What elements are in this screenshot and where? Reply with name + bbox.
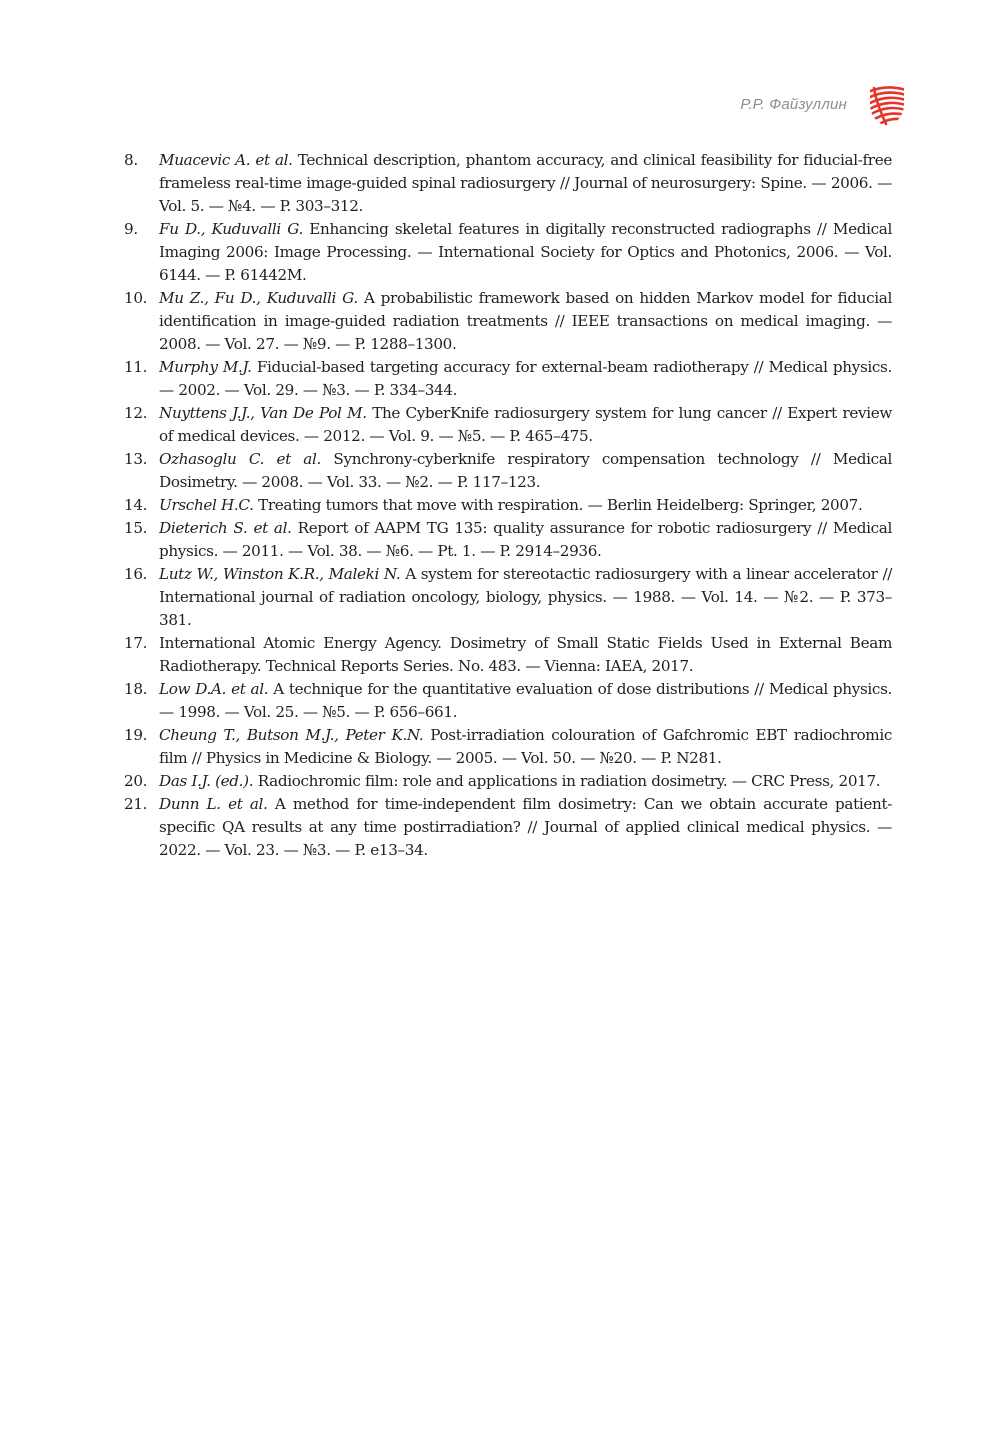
reference-text: A technique for the quantitative evaluation of dose distributions // Medical physics. — 1998. — Vol. 25. — №5. — P. 656–661. [159, 680, 892, 721]
reference-item [124, 793, 892, 862]
reference-item [124, 149, 892, 218]
reference-item [124, 724, 892, 770]
reference-text: Enhancing skeletal features in digitally reconstructed radiographs // Medical Imaging 2006: Image Processing. — International Society for Optics and Photonics, 2006. — Vol. 6144. — P. 61442M. [159, 220, 892, 284]
reference-list [124, 149, 892, 862]
reference-authors: Nuyttens J.J., Van De Pol M. [159, 404, 367, 422]
reference-text: Fiducial-based targeting accuracy for external-beam radiotherapy // Medical physics. — 2002. — Vol. 29. — №3. — P. 334–344. [159, 358, 892, 399]
reference-authors: Dunn L. et al. [159, 795, 268, 813]
reference-authors: Urschel H.C. [159, 496, 254, 514]
reference-number: 20. [124, 772, 148, 790]
reference-authors: Ozhasoglu C. et al. [159, 450, 321, 468]
reference-number: 9. [124, 220, 138, 238]
reference-text: Report of AAPM TG 135: quality assurance for robotic radiosurgery // Medical physics. — 2011. — Vol. 38. — №6. — Pt. 1. — P. 2914–2936. [159, 519, 892, 560]
reference-text: A system for stereotactic radiosurgery with a linear accelerator // International journal of radiation oncology, biology, physics. — 1988. — Vol. 14. — №2. — P. 373–381. [159, 565, 892, 629]
reference-text: A probabilistic framework based on hidden Markov model for fiducial identification in image-guided radiation treatments // IEEE transactions on medical imaging. — 2008. — Vol. 27. — №9. — P. 1288–1300. [159, 289, 892, 353]
reference-number: 8. [124, 151, 138, 169]
fingerprint-logo-icon [866, 82, 908, 128]
reference-item [124, 632, 892, 678]
reference-authors: Muacevic A. et al. [159, 151, 293, 169]
reference-item [124, 770, 892, 793]
reference-authors: Cheung T., Butson M.J., Peter K.N. [159, 726, 424, 744]
reference-item [124, 678, 892, 724]
reference-text: Post-irradiation colouration of Gafchromic EBT radiochromic film // Physics in Medicine & Biology. — 2005. — Vol. 50. — №20. — P. N281. [159, 726, 892, 767]
reference-number: 19. [124, 726, 148, 744]
reference-authors: Lutz W., Winston K.R., Maleki N. [159, 565, 401, 583]
reference-number: 18. [124, 680, 148, 698]
reference-authors: Low D.A. et al. [159, 680, 269, 698]
reference-authors: Murphy M.J. [159, 358, 252, 376]
reference-number: 14. [124, 496, 148, 514]
reference-text: A method for time-independent film dosimetry: Can we obtain accurate patient-specific QA results at any time postirradiation? // Journal of applied clinical medical physics. — 2022. — Vol. 23. — №3. — P. e13–34. [159, 795, 892, 859]
reference-number: 11. [124, 358, 148, 376]
reference-number: 15. [124, 519, 148, 537]
reference-item [124, 287, 892, 356]
reference-item [124, 517, 892, 563]
reference-item [124, 356, 892, 402]
header-author: Р.Р. Файзуллин [740, 96, 847, 113]
reference-item [124, 402, 892, 448]
reference-item [124, 494, 892, 517]
reference-authors: Das I.J. (ed.). [159, 772, 254, 790]
reference-item [124, 218, 892, 287]
reference-text: The CyberKnife radiosurgery system for lung cancer // Expert review of medical devices. — 2012. — Vol. 9. — №5. — P. 465–475. [159, 404, 892, 445]
reference-number: 13. [124, 450, 148, 468]
reference-authors: Dieterich S. et al. [159, 519, 292, 537]
reference-authors: Mu Z., Fu D., Kuduvalli G. [159, 289, 358, 307]
reference-text: International Atomic Energy Agency. Dosimetry of Small Static Fields Used in External Beam Radiotherapy. Technical Reports Series. No. 483. — Vienna: IAEA, 2017. [159, 634, 892, 675]
reference-text: Treating tumors that move with respiration. — Berlin Heidelberg: Springer, 2007. [253, 496, 863, 514]
reference-item [124, 563, 892, 632]
reference-number: 17. [124, 634, 148, 652]
reference-number: 12. [124, 404, 148, 422]
reference-text: Synchrony-cyberknife respiratory compensation technology // Medical Dosimetry. — 2008. — Vol. 33. — №2. — P. 117–123. [159, 450, 892, 491]
reference-item [124, 448, 892, 494]
reference-number: 21. [124, 795, 148, 813]
reference-text: Radiochromic film: role and applications in radiation dosimetry. — CRC Press, 2017. [253, 772, 881, 790]
reference-number: 10. [124, 289, 148, 307]
reference-authors: Fu D., Kuduvalli G. [159, 220, 303, 238]
reference-number: 16. [124, 565, 148, 583]
reference-text: Technical description, phantom accuracy, and clinical feasibility for fiducial-free frameless real-time image-guided spinal radiosurgery // Journal of neurosurgery: Spine. — 2006. — Vol. 5. — №4. — P. 303–312. [159, 151, 892, 215]
